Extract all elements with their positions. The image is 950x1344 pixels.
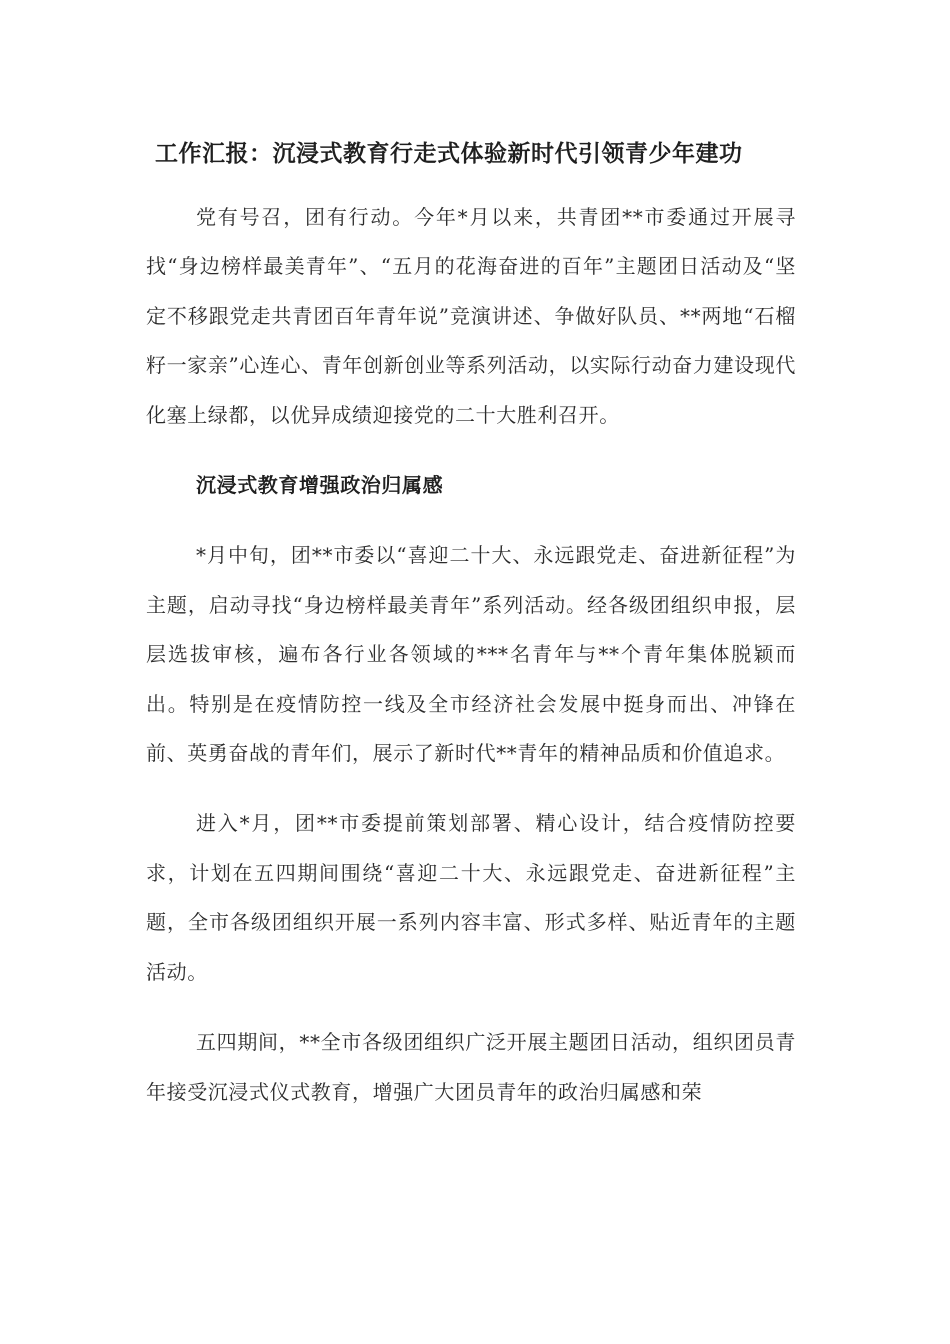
intro-paragraph: 党有号召，团有行动。今年*月以来，共青团**市委通过开展寻找“身边榜样最美青年”、“五月的花海奋进的百年”主题团日活动及“坚定不移跟党走共青团百年青年说”竞演讲述、争做好队员、**两地“石榴籽一家亲”心连心、青年创新创业等系列活动，以实际行动奋力建设现代化塞上绿都，以优异成绩迎接党的二十大胜利召开。 <box>146 205 796 427</box>
body-paragraph: *月中旬，团**市委以“喜迎二十大、永远跟党走、奋进新征程”为主题，启动寻找“身边榜样最美青年”系列活动。经各级团组织申报，层层选拔审核，遍布各行业各领域的***名青年与**个青年集体脱颖而出。特别是在疫情防控一线及全市经济社会发展中挺身而出、冲锋在前、英勇奋战的青年们，展示了新时代**青年的精神品质和价值追求。 <box>146 543 796 766</box>
section-heading: 沉浸式教育增强政治归属感 <box>196 473 444 498</box>
body-paragraph: 进入*月，团**市委提前策划部署、精心设计，结合疫情防控要求，计划在五四期间围绕“喜迎二十大、永远跟党走、奋进新征程”主题，全市各级团组织开展一系列内容丰富、形式多样、贴近青年的主题活动。 <box>146 811 796 984</box>
document-body <box>146 193 796 1138</box>
document-title: 工作汇报：沉浸式教育行走式体验新时代引领青少年建功 <box>155 140 743 167</box>
body-paragraph: 五四期间，**全市各级团组织广泛开展主题团日活动，组织团员青年接受沉浸式仪式教育，增强广大团员青年的政治归属感和荣 <box>146 1030 796 1104</box>
